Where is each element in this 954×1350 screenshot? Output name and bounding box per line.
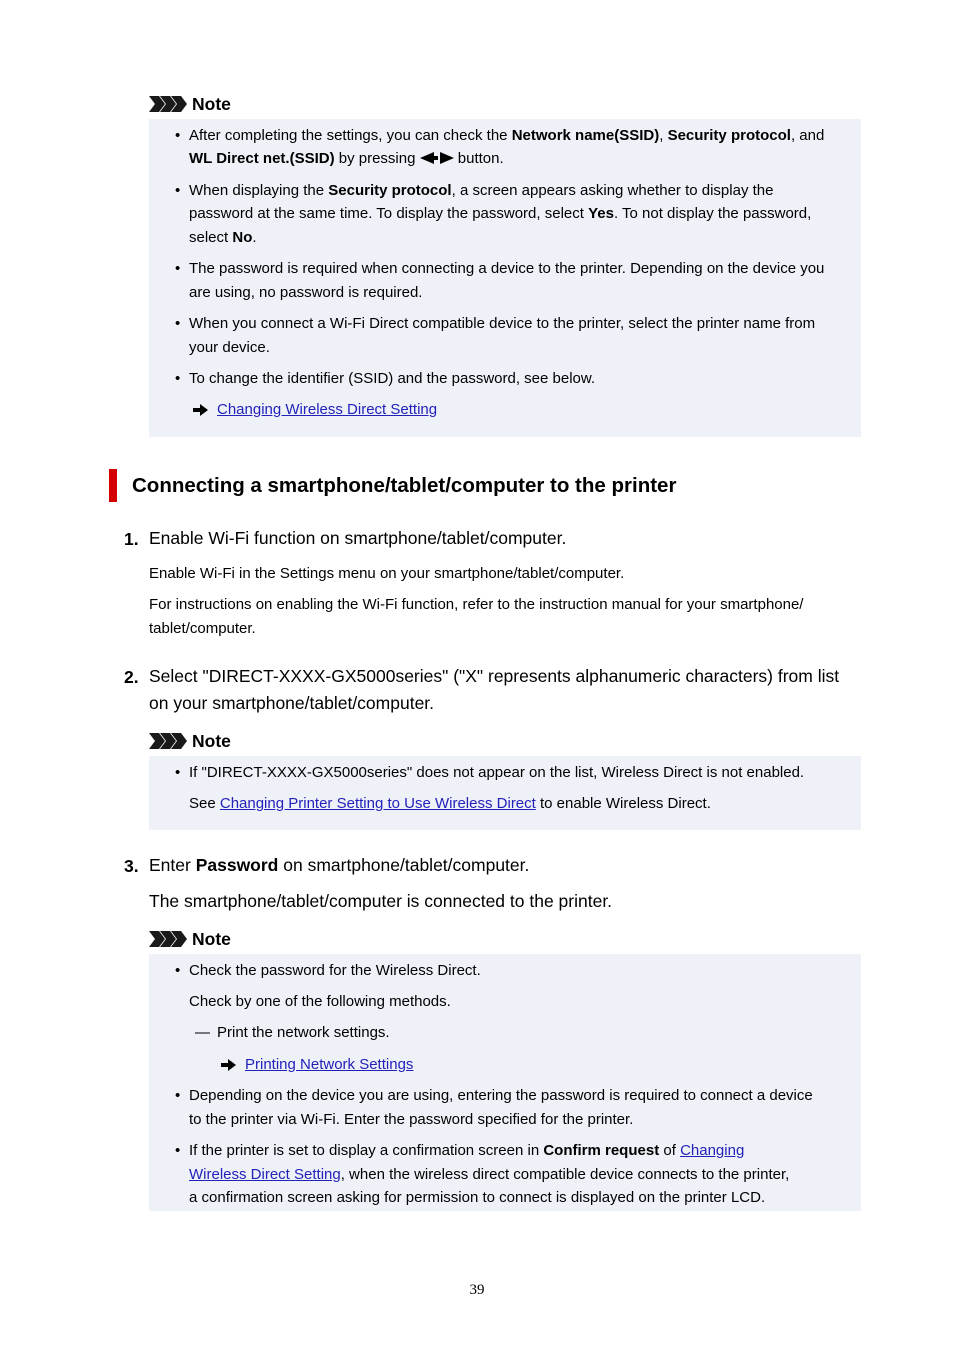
- note-text: When displaying the Security protocol, a screen appears asking whether to display the: [189, 182, 774, 199]
- note-chevrons-icon: [149, 96, 187, 112]
- section-heading: Connecting a smartphone/tablet/computer to the printer: [132, 474, 677, 497]
- note-text: When you connect a Wi-Fi Direct compatible device to the printer, select the printer name from: [189, 315, 816, 332]
- step-title: Select "DIRECT-XXXX-GX5000series" ("X" represents alphanumeric characters) from list: [149, 666, 840, 686]
- note-text: are using, no password is required.: [189, 284, 423, 301]
- changing-wireless-direct-setting-link[interactable]: Wireless Direct Setting: [189, 1166, 341, 1183]
- bullet: •: [175, 1087, 181, 1104]
- note-header: [149, 731, 231, 751]
- note-title: Note: [192, 730, 231, 751]
- bullet: •: [175, 260, 181, 277]
- note-text: Check by one of the following methods.: [189, 993, 451, 1010]
- note-text: Print the network settings.: [217, 1024, 390, 1041]
- step-title: Enter Password on smartphone/tablet/computer.: [149, 855, 530, 875]
- note-text: If "DIRECT-XXXX-GX5000series" does not appear on the list, Wireless Direct is not enabled.: [189, 764, 805, 781]
- note-text: If the printer is set to display a confirmation screen in Confirm request of Changing: [189, 1142, 745, 1159]
- note-text: Depending on the device you are using, entering the password is required to connect a device: [189, 1087, 813, 1104]
- note-text: WL Direct net.(SSID) by pressing button.: [189, 150, 504, 167]
- step-body: Enable Wi-Fi in the Settings menu on your smartphone/tablet/computer.: [149, 565, 625, 582]
- changing-wireless-direct-setting-link[interactable]: Changing Wireless Direct Setting: [217, 401, 438, 418]
- note-text: your device.: [189, 339, 270, 356]
- changing-printer-setting-link[interactable]: Changing Printer Setting to Use Wireless Direct: [219, 795, 536, 812]
- note-text: Wireless Direct Setting, when the wireless direct compatible device connects to the printer,: [189, 1166, 790, 1183]
- bullet: •: [175, 315, 181, 332]
- changing-wireless-direct-setting-link[interactable]: Changing: [680, 1142, 745, 1159]
- note-text: The password is required when connecting a device to the printer. Depending on the device you: [189, 260, 825, 277]
- heading-accent-bar: [109, 469, 117, 502]
- bullet: •: [175, 764, 181, 781]
- note-text: a confirmation screen asking for permission to connect is displayed on the printer LCD.: [189, 1189, 766, 1206]
- note-text: password at the same time. To display the password, select Yes. To not display the password,: [189, 205, 812, 222]
- step-body: The smartphone/tablet/computer is connected to the printer.: [149, 891, 613, 911]
- step-body: tablet/computer.: [149, 620, 256, 637]
- bullet: •: [175, 182, 181, 199]
- note-chevrons-icon: [149, 931, 187, 947]
- note-text: After completing the settings, you can check the Network name(SSID), Security protocol, and: [189, 127, 825, 144]
- note-title: Note: [192, 93, 231, 114]
- step-title: on your smartphone/tablet/computer.: [149, 693, 435, 713]
- bullet: •: [175, 1142, 181, 1159]
- note-header: [149, 929, 231, 949]
- note-text: select No.: [189, 229, 257, 246]
- bullet: •: [175, 127, 181, 144]
- note-text: to the printer via Wi-Fi. Enter the password specified for the printer.: [189, 1111, 634, 1128]
- note-title: Note: [192, 928, 231, 949]
- step-number: 1.: [124, 529, 139, 549]
- step-title: Enable Wi-Fi function on smartphone/tablet/computer.: [149, 528, 567, 548]
- note-text: To change the identifier (SSID) and the password, see below.: [189, 370, 596, 387]
- step-number: 3.: [124, 856, 139, 876]
- bullet: •: [175, 370, 181, 387]
- link-arrow-icon: [193, 404, 209, 416]
- page-number: 39: [469, 1282, 485, 1298]
- note-chevrons-icon: [149, 733, 187, 749]
- step-number: 2.: [124, 667, 139, 687]
- step-body: For instructions on enabling the Wi-Fi function, refer to the instruction manual for your smartphone/: [149, 596, 804, 613]
- note-header: [149, 94, 231, 114]
- link-arrow-icon: [221, 1059, 237, 1071]
- note-text: Check the password for the Wireless Direct.: [189, 962, 481, 979]
- note-text: See Changing Printer Setting to Use Wireless Direct to enable Wireless Direct.: [189, 795, 711, 812]
- dash-bullet: —: [195, 1024, 210, 1041]
- left-right-arrow-buttons-icon: [420, 152, 454, 164]
- bullet: •: [175, 962, 181, 979]
- printing-network-settings-link[interactable]: Printing Network Settings: [245, 1056, 414, 1073]
